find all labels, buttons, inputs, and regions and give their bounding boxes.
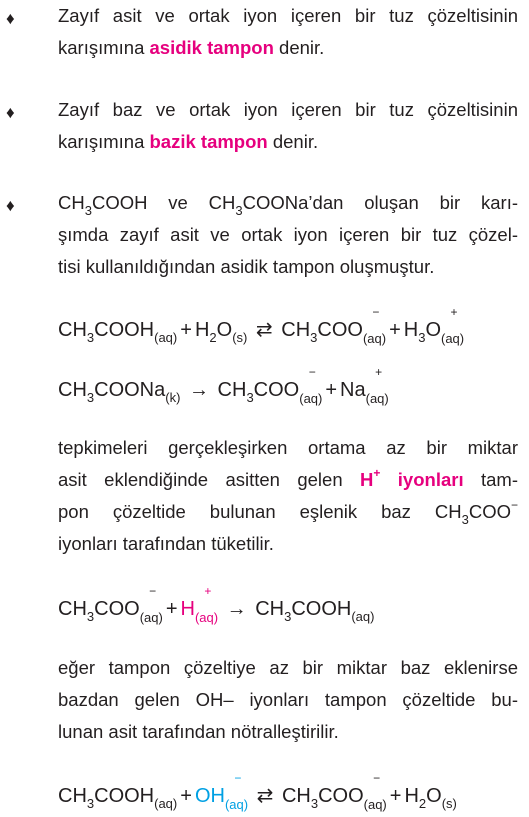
- text-line: $CH_3COOH$ ve $CH_3COONa’dan$ oluşan bir karı-: [58, 192, 518, 218]
- text-line: asit eklendiğinde asitten gelen H+ iyonları tam-: [58, 466, 518, 490]
- text-span: denir.: [273, 37, 325, 58]
- text-line: tisi kullanıldığından asidik tampon oluşmuştur.: [58, 256, 435, 277]
- text-line: Zayıf baz ve ortak iyon içeren bir tuz çözeltisinin: [58, 99, 518, 120]
- text-line: bazdan gelen OH– iyonları tampon çözeltide bu-: [58, 689, 518, 710]
- term-basic-buffer: bazik tampon: [149, 131, 268, 152]
- bullet-diamond-icon: ♦: [6, 9, 15, 28]
- text-line: Zayıf asit ve ortak iyon içeren bir tuz çözeltisinin: [58, 5, 518, 26]
- bullet-diamond-icon: ♦: [6, 103, 15, 122]
- paragraph-acidic-buffer: [58, 0, 518, 64]
- text-line: iyonları tarafından tüketilir.: [58, 533, 274, 554]
- equilibrium-arrow-icon: ⇄: [255, 319, 273, 341]
- reaction-arrow-icon: →: [188, 379, 209, 401]
- text-span: denir.: [267, 131, 319, 152]
- text-line: pon çözeltide bulunan eşlenik baz $CH_3COO^-$: [58, 498, 518, 527]
- text-line: şımda zayıf asit ve ortak iyon içeren bir tuz çözel-: [58, 224, 518, 245]
- reaction-arrow-icon: →: [226, 598, 247, 620]
- equilibrium-arrow-icon: ⇄: [256, 785, 274, 807]
- text-line: tepkimeleri gerçekleşirken ortama az bir miktar: [58, 437, 518, 458]
- bullet-diamond-icon: ♦: [6, 196, 15, 215]
- text-span: karışımına: [58, 37, 150, 58]
- term-acidic-buffer: asidik tampon: [149, 37, 274, 58]
- paragraph-acetic-example: [58, 187, 518, 283]
- paragraph-acid-addition: [58, 432, 518, 560]
- equation-acid-neutralization: $CH_3COO$ − (aq) + H + $(aq) \to CH_3COOH_{(aq)}$: [58, 584, 375, 625]
- text-line: lunan asit tarafından nötralleştirilir.: [58, 721, 339, 742]
- text-span: karışımına: [58, 131, 150, 152]
- equation-salt-dissociation: $CH_3COONa_{(k)} \to CH_3COO$ − (aq) + Na + (aq): [58, 365, 389, 406]
- equation-base-neutralization: $CH_3COOH_{(aq)}$ + OH − (aq) ⇄ $CH_3COO$ − $(aq) + H_2O_{(s)}$: [58, 771, 457, 812]
- text-line: eğer tampon çözeltiye az bir miktar baz eklenirse: [58, 657, 518, 678]
- paragraph-base-addition: [58, 652, 518, 748]
- equation-acid-dissociation: $CH_3COOH_{(aq)} + H_2O_{(s)}$ ⇄ $CH_3COO$ − $(aq) + H_3O$ + (aq): [58, 305, 465, 346]
- paragraph-basic-buffer: [58, 94, 518, 158]
